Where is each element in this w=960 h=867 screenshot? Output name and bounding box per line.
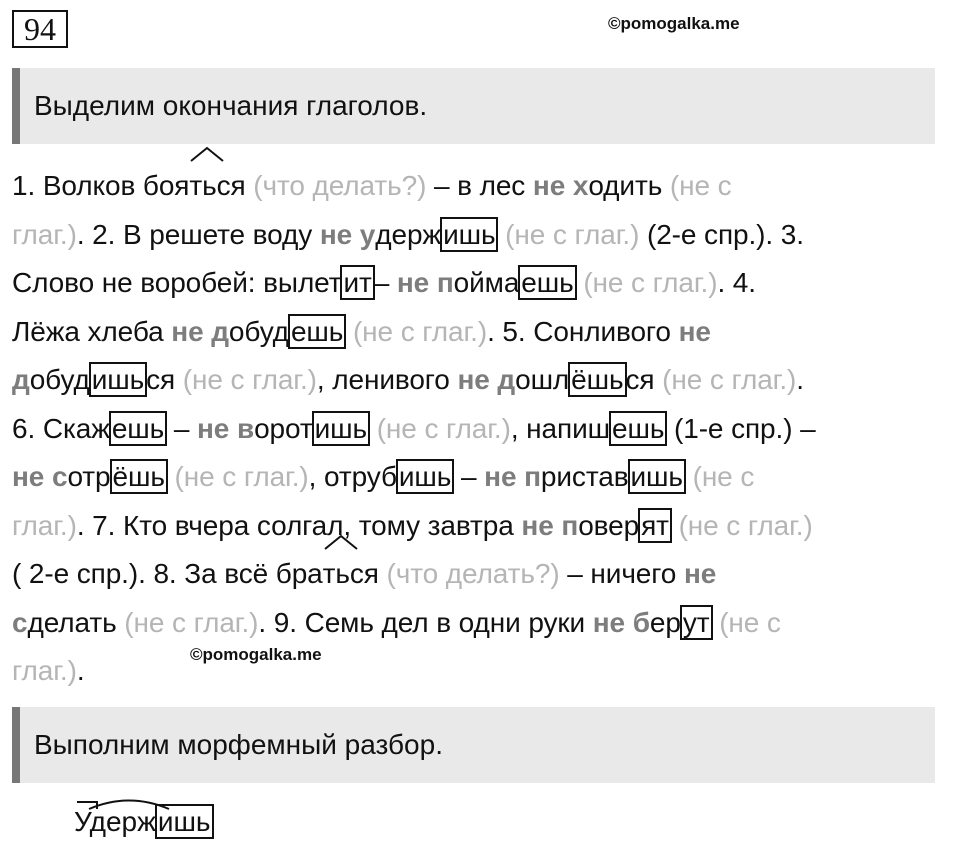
text-run: 1. Волков боя [12,170,190,201]
text-run: орот [254,412,313,444]
infinitive-suffix: ть [323,550,350,599]
text-run: , отруб [308,461,397,492]
text-run: ойма [453,267,520,298]
text-run [685,461,693,492]
grammar-note: (что делать?) [386,558,560,589]
verb-ending: ешь [609,411,667,446]
text-run: отр [67,461,111,492]
section-title-endings: Выделим окончания глаголов. [12,68,935,144]
text-line [12,647,948,696]
text-line [12,259,948,308]
text-run: . 2. В решете воду [76,218,320,250]
grammar-note: глаг.) [12,509,77,541]
grammar-note: глаг.) [12,218,77,250]
text-run: овер [578,509,640,541]
grammar-note: (не с глаг.) [174,461,309,492]
text-run: делать [27,606,125,638]
ne-particle: д [12,364,30,395]
verb-ending: ут [680,605,713,640]
infinitive-suffix: ть [189,162,216,211]
text-run: ристав [540,461,629,492]
verb-ending: ишь [89,362,147,397]
text-run: . 5. Сонливого [487,315,679,347]
ne-particle: не п [484,461,541,492]
watermark-2: ©pomogalka.me [190,645,322,664]
text-run: – [453,461,485,492]
text-run: , ленивого [316,364,458,395]
verb-ending: ешь [518,265,576,300]
verb-ending: ишь [312,411,370,446]
grammar-note: (не с глаг.) [662,364,797,395]
ne-particle: не п [396,267,454,298]
text-run: (2-е спр.). 3. [639,218,804,250]
text-run: ошл [515,364,570,395]
verb-ending: ёшь [110,459,168,494]
ne-particle: с [12,606,28,638]
text-line [12,453,948,502]
ne-particle: не б [592,606,650,638]
ne-particle: не в [197,412,255,444]
text-line [12,550,948,599]
text-line [12,356,948,405]
task-number: 94 [12,10,68,48]
morph-stem: Удерж [74,806,156,837]
verb-ending: ишь [628,459,686,494]
text-run: ся [625,364,663,395]
ne-particle: не х [532,170,589,201]
text-line [12,502,948,551]
ne-particle: не с [12,461,68,492]
ne-particle: не д [457,364,516,395]
grammar-note: (что делать?) [253,170,427,201]
text-run: ер [649,606,681,638]
text-line [12,308,948,357]
text-run: . 7. Кто вчера солгал, тому завтра [76,509,522,541]
suffix-mark [323,534,359,550]
ne-particle: не п [521,509,579,541]
text-run: (1-е спр.) – [666,412,816,444]
text-run: обуд [228,315,289,347]
grammar-note: (не с [692,461,755,492]
verb-ending: ешь [288,314,346,349]
ne-particle: не [683,558,717,589]
text-run: Слово не воробей: вылет [12,267,342,298]
text-line [12,405,948,454]
exercise-paragraph [12,162,948,696]
grammar-note: (не с глаг.) [376,412,511,444]
grammar-note: (не с глаг.) [182,364,317,395]
grammar-note: (не с [719,606,781,638]
grammar-note: глаг.) [12,655,77,686]
text-run: одить [588,170,670,201]
text-line [12,162,948,211]
text-run: ся [146,364,183,395]
text-run: ся [349,558,387,589]
text-run: ( 2-е спр.). 8. За всё бра [12,558,323,589]
verb-ending: ишь [396,459,454,494]
grammar-note: (не с глаг.) [678,509,813,541]
ne-particle: не у [319,218,376,250]
grammar-note: (не с [669,170,732,201]
text-run: 6. Скаж [12,412,110,444]
verb-ending: ешь [109,411,167,446]
text-run [671,510,679,541]
text-run: Лёжа хлеба [12,315,172,347]
text-run: – [373,267,397,298]
text-run: обуд [29,364,90,395]
text-run: . [76,655,85,686]
text-run: , напиш [510,412,610,444]
text-run: – ничего [559,558,684,589]
verb-ending: ишь [440,217,498,252]
text-run: держ [375,218,442,250]
morph-ending: ишь [155,804,214,839]
ne-particle: не [678,315,711,347]
section-title-morphemic: Выполним морфемный разбор. [12,707,935,783]
root-arc [86,796,172,810]
text-run: . 9. Семь дел в одни руки [258,606,593,638]
text-run [167,461,175,492]
grammar-note: (не с глаг.) [583,267,718,298]
text-run [345,316,353,347]
ne-particle: не д [171,315,229,347]
text-run: ся [216,170,254,201]
grammar-note: (не с глаг.) [352,315,488,347]
verb-ending: ят [638,508,672,543]
morpheme-analysis-word [74,802,213,842]
text-run: . [796,364,804,395]
grammar-note: (не с глаг.) [124,606,259,638]
text-run: – в лес [426,170,533,201]
text-line [12,599,948,648]
verb-ending: ёшь [568,362,626,397]
text-run: . 4. [717,267,756,298]
watermark: ©pomogalka.me [608,14,740,33]
text-run [369,413,377,444]
verb-ending: ит [340,265,374,300]
text-line [12,211,948,260]
text-run: – [166,412,197,444]
suffix-mark [189,146,225,162]
grammar-note: (не с глаг.) [505,218,640,250]
